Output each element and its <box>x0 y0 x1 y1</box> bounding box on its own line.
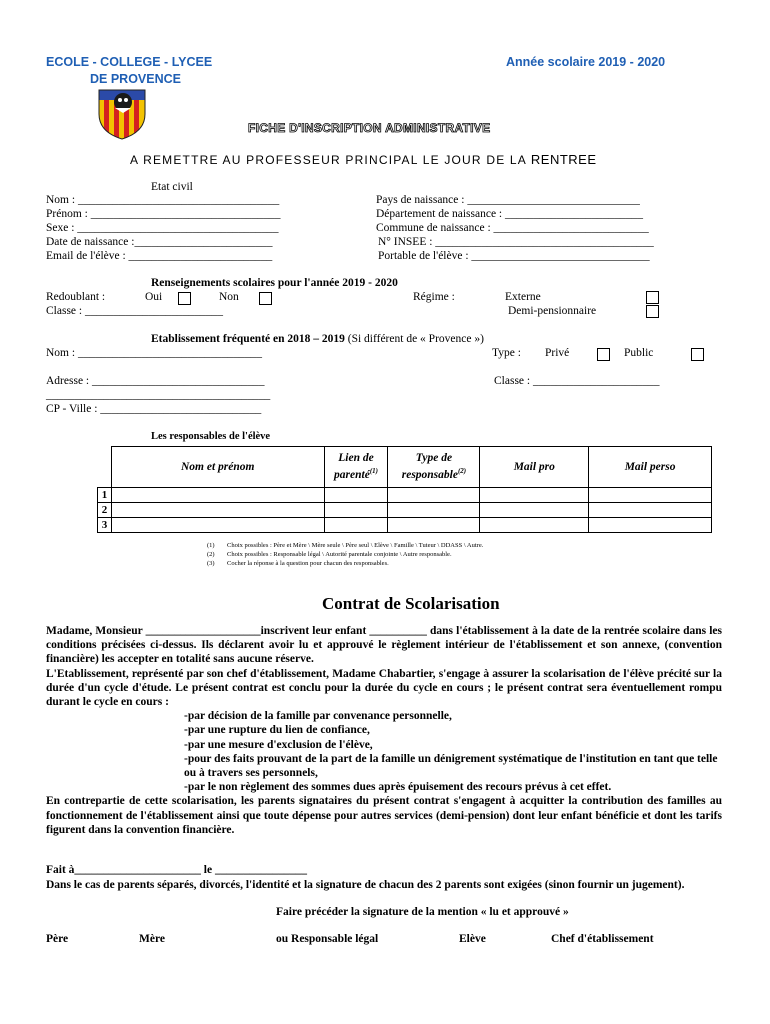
cell-input[interactable] <box>111 518 324 533</box>
col-lien-parente <box>324 447 388 488</box>
footnote-text: Choix possibles : Responsable légal \ Autorité parentale conjointe \ Autre responsable. <box>227 551 452 558</box>
field-commune[interactable]: Commune de naissance : ___________________________ <box>376 222 649 234</box>
signer-mere: Mère <box>139 933 165 945</box>
etab-classe-field[interactable]: Classe : ______________________ <box>494 375 660 387</box>
field-date-naissance[interactable]: Date de naissance :________________________ <box>46 236 273 248</box>
school-name-line2: DE PROVENCE <box>90 72 181 86</box>
footnotes <box>207 541 483 568</box>
cell-input[interactable] <box>480 488 589 503</box>
cell-input[interactable] <box>480 503 589 518</box>
cell-input[interactable] <box>480 518 589 533</box>
contrat-body <box>46 624 722 837</box>
field-portable[interactable]: Portable de l'élève : _______________________________ <box>378 250 650 262</box>
field-email[interactable]: Email de l'élève : _________________________ <box>46 250 273 262</box>
contrat-list-item: -pour des faits prouvant de la part de la famille un dénigrement systématique de l'institution en tant que telle ou à travers ses personnels, <box>184 752 718 780</box>
contrat-closing: En contrepartie de cette scolarisation, les parents signataires du présent contrat s'engagent à acquitter la contribution des familles au fonctionnement de l'établissement ainsi que toute dépense pour autres services (demi-pension) dont leur enfant bénéficie et dont les tarifs figurent dans la convention financière. <box>46 795 722 836</box>
renseignements-heading: Renseignements scolaires pour l'année 2019 - 2020 <box>151 277 398 289</box>
etablissement-heading-note: (Si différent de « Provence ») <box>347 333 484 345</box>
contrat-paragraph: L'Etablissement, représenté par son chef d'établissement, Madame Chabartier, s'engage à assurer la scolarisation de l'élève précité sur la durée d'un cycle d'étude. Le présent contrat est conclu pour la durée du cycle en cours ; le présent contrat sera éventuellement rompu durant le cycle en cours : <box>46 667 722 709</box>
field-insee[interactable]: N° INSEE : ______________________________________ <box>378 236 654 248</box>
col-type-responsable-text: Type de responsable <box>401 452 458 481</box>
cell-input[interactable] <box>388 503 480 518</box>
oui-label: Oui <box>145 291 163 303</box>
etablissement-heading <box>151 333 484 345</box>
contrat-list-item: -par le non règlement des sommes dues après épuisement des recours prévus à cet effet. <box>184 781 612 794</box>
cell-input[interactable] <box>324 518 388 533</box>
row-number: 3 <box>98 518 112 533</box>
responsables-table <box>97 446 712 533</box>
contrat-list-item: -par décision de la famille par convenance personnelle, <box>184 710 452 723</box>
col-nom-prenom: Nom et prénom <box>111 447 324 488</box>
etab-cp-ville-field[interactable]: CP - Ville : ____________________________ <box>46 403 262 415</box>
remettre-emph: RENTREE <box>530 152 597 167</box>
form-title: FICHE D'INSCRIPTION ADMINISTRATIVE <box>248 121 491 135</box>
footnote-num: (1) <box>207 542 215 549</box>
field-pays-naissance[interactable]: Pays de naissance : ______________________________ <box>376 194 640 206</box>
field-sexe[interactable]: Sexe : ___________________________________ <box>46 222 279 234</box>
footnote <box>207 541 483 550</box>
field-departement[interactable]: Département de naissance : ________________________ <box>376 208 643 220</box>
row-number: 1 <box>98 488 112 503</box>
footnote-text: Cocher la réponse à la question pour chacun des responsables. <box>227 560 389 567</box>
etab-type-label: Type : <box>492 347 521 359</box>
col-mail-pro: Mail pro <box>480 447 589 488</box>
table-row <box>98 518 712 533</box>
cell-input[interactable] <box>589 503 712 518</box>
cell-input[interactable] <box>111 488 324 503</box>
col-mail-perso: Mail perso <box>589 447 712 488</box>
field-prenom[interactable]: Prénom : _________________________________ <box>46 208 281 220</box>
cell-input[interactable] <box>324 488 388 503</box>
cell-input[interactable] <box>589 518 712 533</box>
school-year: Année scolaire 2019 - 2020 <box>506 55 666 69</box>
cell-input[interactable] <box>388 488 480 503</box>
redoublant-label: Redoublant : <box>46 291 106 303</box>
etat-civil-heading: Etat civil <box>151 181 193 193</box>
externe-label: Externe <box>505 291 541 303</box>
cell-input[interactable] <box>388 518 480 533</box>
contrat-list-item: -par une mesure d'exclusion de l'élève, <box>184 738 373 751</box>
regime-label: Régime : <box>413 291 455 303</box>
etab-adresse-field[interactable]: Adresse : ______________________________ <box>46 375 265 387</box>
signer-responsable: ou Responsable légal <box>276 933 379 945</box>
contrat-paragraph: Madame, Monsieur ____________________inscrivent leur enfant __________ dans l'établissement à la date de la rentrée scolaire dans les conditions précisées ci-dessus. Ils déclarent avoir lu et approuvé le règlement intérieur de l'établissement et son annexe, (convention financière) les accepter en totalité sans aucune réserve. <box>46 625 722 666</box>
footnote-num: (2) <box>207 551 215 558</box>
etab-adresse-line2[interactable]: _______________________________________ <box>46 389 271 401</box>
col-lien-parente-text: Lien de parenté <box>334 452 374 481</box>
col-type-responsable <box>388 447 480 488</box>
responsables-heading: Les responsables de l'élève <box>151 431 271 442</box>
table-row <box>98 488 712 503</box>
table-row <box>98 503 712 518</box>
contrat-list-item: -par une rupture du lien de confiance, <box>184 724 370 737</box>
remettre-text <box>130 152 597 167</box>
col-lien-sup: (1) <box>369 467 378 476</box>
classe-field[interactable]: Classe : ________________________ <box>46 305 223 317</box>
etab-nom-field[interactable]: Nom : ________________________________ <box>46 347 262 359</box>
non-label: Non <box>219 291 239 303</box>
public-label: Public <box>624 347 654 359</box>
remettre-label: A REMETTRE AU PROFESSEUR PRINCIPAL LE JOUR DE LA <box>130 153 527 167</box>
footnote-text: Choix possibles : Père et Mère \ Mère seule \ Père seul \ Elève \ Famille \ Tuteur \ DDASS \ Autre. <box>227 542 484 549</box>
contrat-title: Contrat de Scolarisation <box>322 594 500 613</box>
etablissement-heading-text: Etablissement fréquenté en 2018 – 2019 <box>151 333 345 345</box>
footnote-num: (3) <box>207 560 215 567</box>
shield-crest-icon <box>97 88 147 140</box>
cell-input[interactable] <box>589 488 712 503</box>
cell-input[interactable] <box>324 503 388 518</box>
signer-chef: Chef d'établissement <box>551 933 654 945</box>
prive-label: Privé <box>545 347 570 359</box>
public-checkbox[interactable] <box>691 348 704 361</box>
non-checkbox[interactable] <box>259 292 272 305</box>
school-name-line1: ECOLE - COLLEGE - LYCEE <box>46 55 213 69</box>
cell-input[interactable] <box>111 503 324 518</box>
footnote <box>207 559 483 568</box>
signer-eleve: Elève <box>459 933 486 945</box>
separated-parents-note: Dans le cas de parents séparés, divorcés, l'identité et la signature de chacun des 2 parents sont exigées (sinon fournir un jugement). <box>46 879 685 891</box>
fait-a-field[interactable]: Fait à______________________ le ________________ <box>46 864 307 876</box>
externe-checkbox[interactable] <box>646 291 659 304</box>
oui-checkbox[interactable] <box>178 292 191 305</box>
row-number: 2 <box>98 503 112 518</box>
footnote <box>207 550 483 559</box>
col-type-sup: (2) <box>457 467 467 476</box>
demi-pension-checkbox[interactable] <box>646 305 659 318</box>
table-corner <box>98 447 112 488</box>
demi-pension-label: Demi-pensionnaire <box>508 305 597 317</box>
field-nom[interactable]: Nom : ___________________________________ <box>46 194 280 206</box>
mention-instruction: Faire précéder la signature de la mention « lu et approuvé » <box>276 906 569 918</box>
signer-pere: Père <box>46 933 69 945</box>
prive-checkbox[interactable] <box>597 348 610 361</box>
